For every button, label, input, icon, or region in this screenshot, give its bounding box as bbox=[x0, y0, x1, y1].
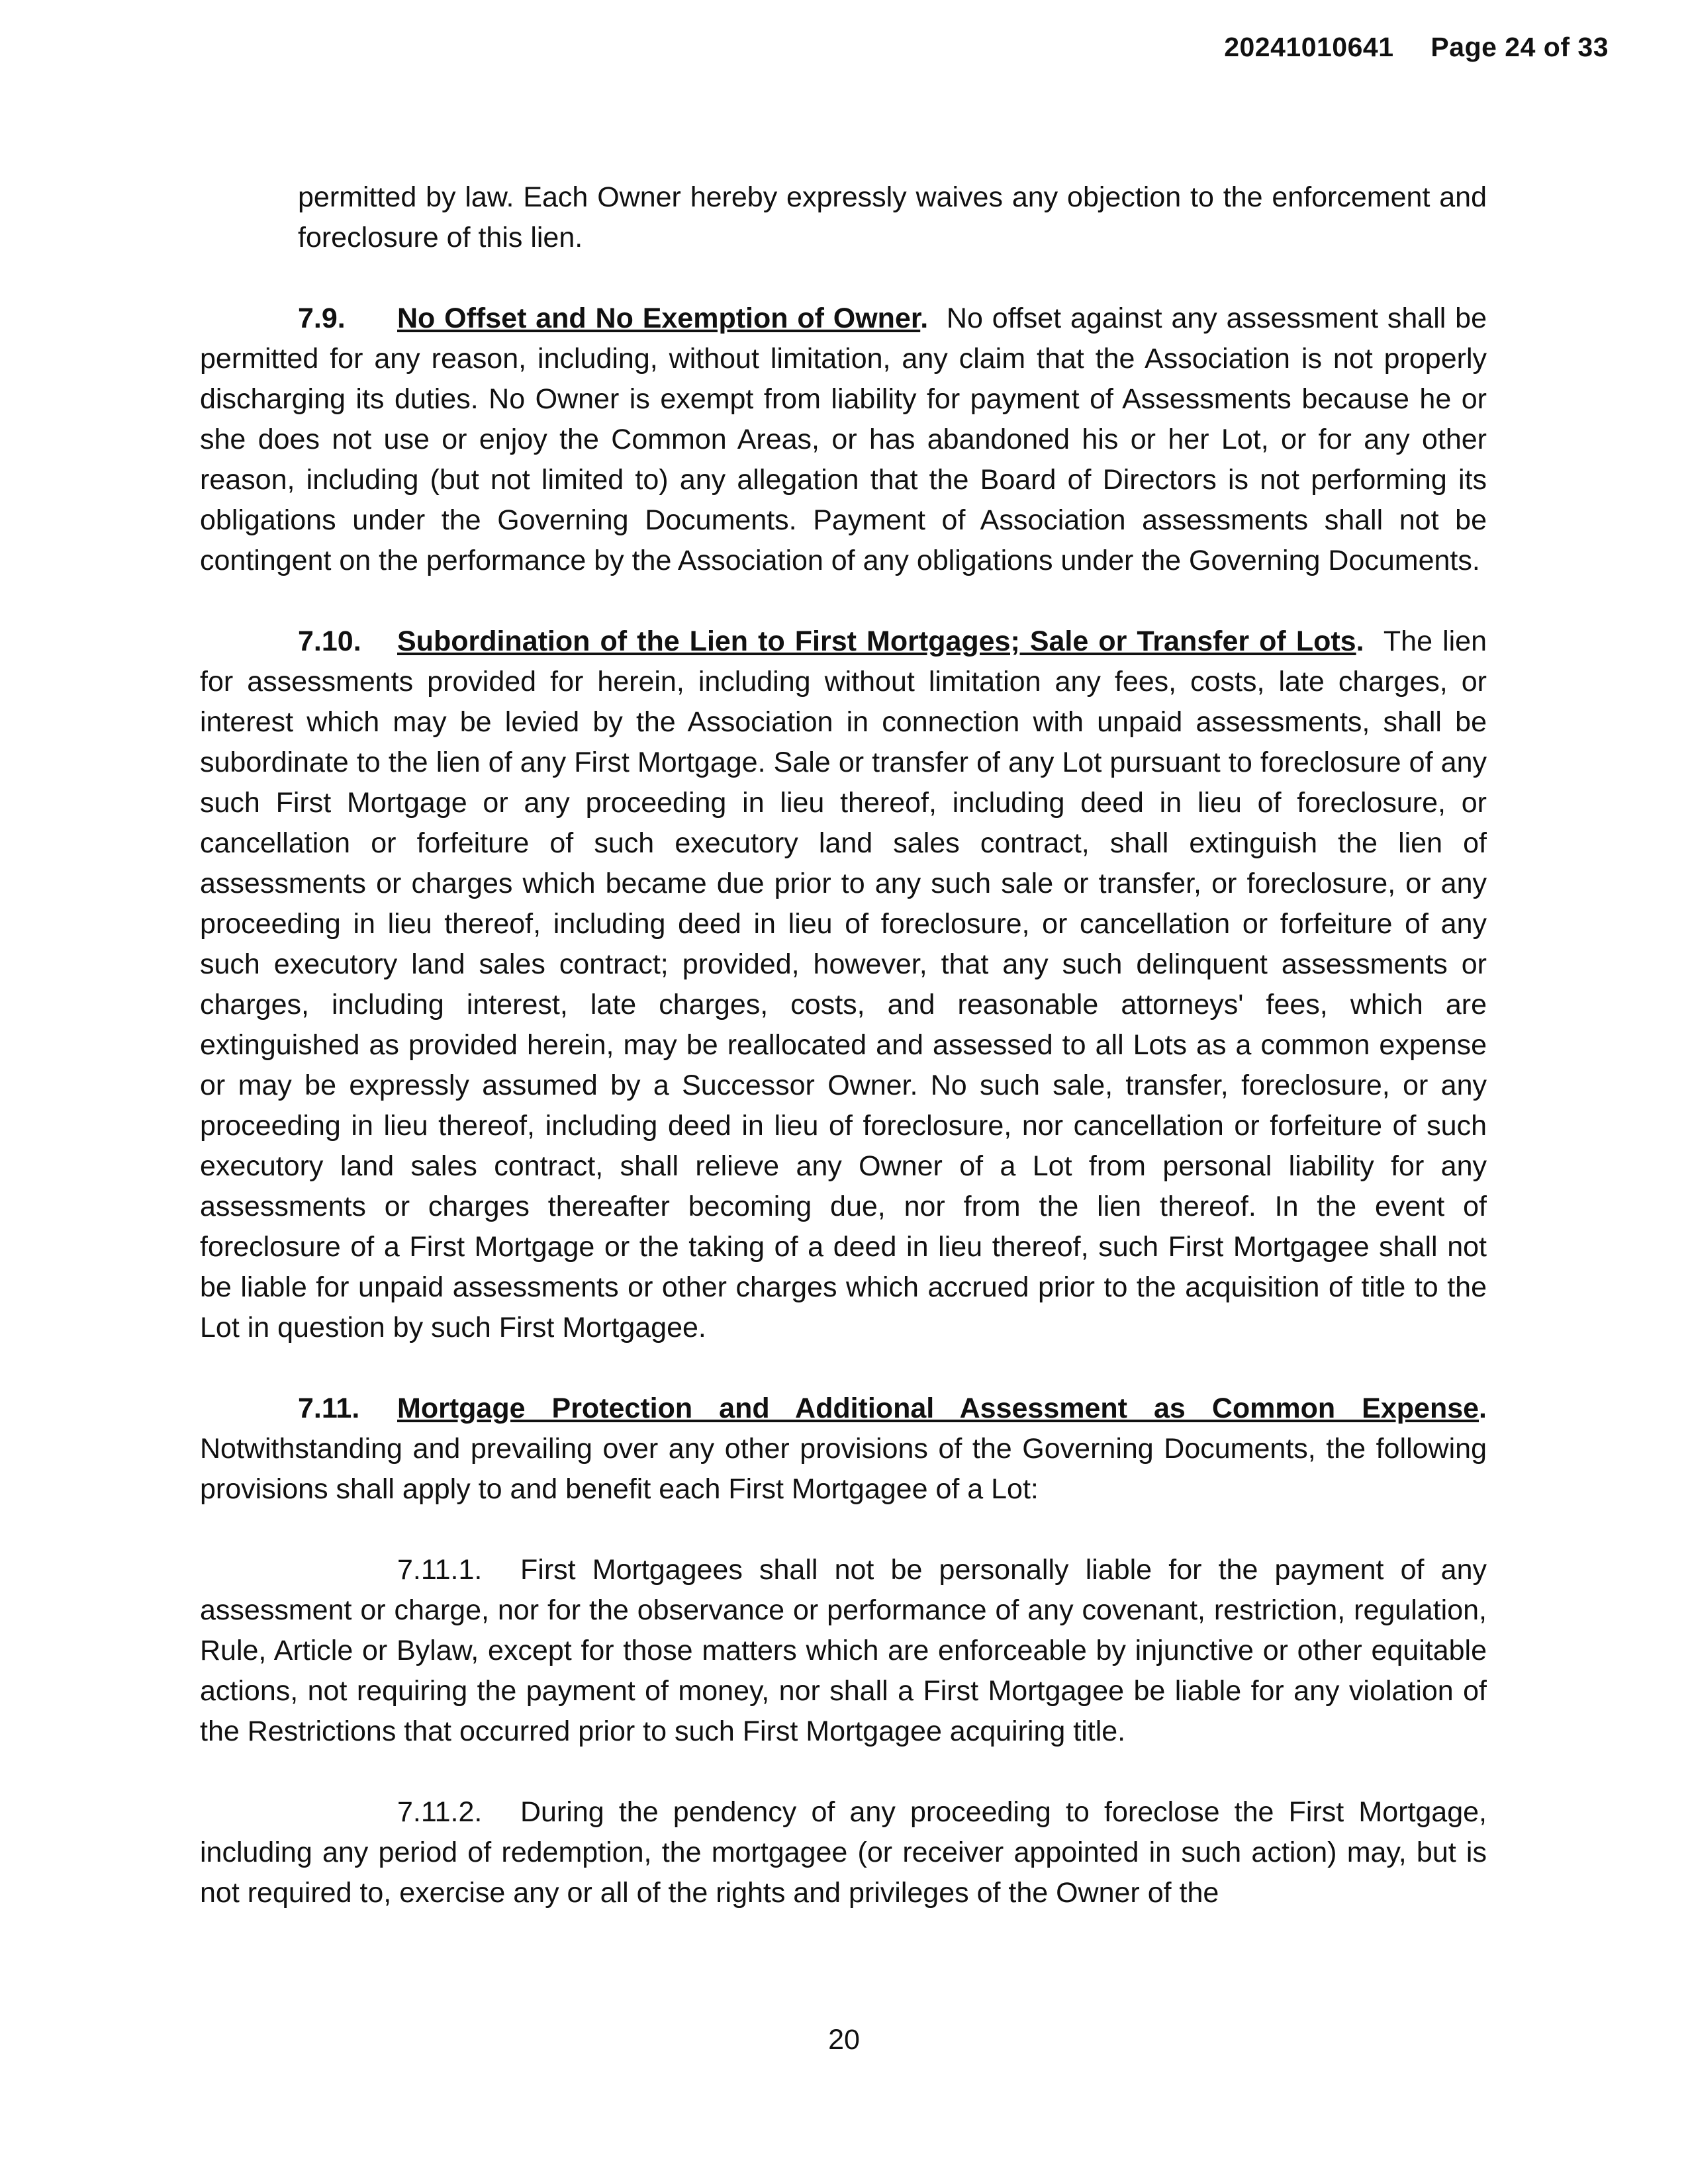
subsection-number: 7.11.2. bbox=[397, 1796, 483, 1828]
subsection-text: During the pendency of any proceeding to foreclose the First Mortgage, including any period of redemption, the mortgagee (or receiver appointed in such action) may, but is not required to, exercise any or all of the rights and privileges of the Owner of the bbox=[200, 1796, 1487, 1909]
section-title-end: . bbox=[1479, 1392, 1487, 1424]
page-number: 20 bbox=[828, 2024, 860, 2056]
section-title-end: . bbox=[1356, 625, 1364, 657]
continuation-paragraph: permitted by law. Each Owner hereby expressly waives any objection to the enforcement and foreclosure of this lien. bbox=[298, 181, 1487, 253]
subsection-number: 7.11.1. bbox=[397, 1554, 483, 1586]
section-number: 7.11. bbox=[298, 1392, 360, 1424]
page-header bbox=[1224, 32, 1609, 63]
section-number: 7.9. bbox=[298, 302, 346, 334]
section-text: Notwithstanding and prevailing over any other provisions of the Governing Documents, the following provisions shall apply to and benefit each First Mortgagee of a Lot: bbox=[200, 1433, 1487, 1505]
section-text: The lien for assessments provided for herein, including without limitation any fees, costs, late charges, or interest which may be levied by the Association in connection with unpaid assessments, shall be subordinate to the lien of any First Mortgage. Sale or transfer of any Lot pursuant to foreclosure of any such First Mortgage or any proceeding in lieu thereof, including deed in lieu of foreclosure, or cancellation or forfeiture of such executory land sales contract, shall extinguish the lien of assessments or charges which became due prior to any such sale or transfer, or foreclosure, or any proceeding in lieu thereof, including deed in lieu of foreclosure, or cancellation or forfeiture of any such executory land sales contract; provided, however, that any such delinquent assessments or charges, including interest, late charges, costs, and reasonable attorneys' fees, which are extinguished as provided herein, may be reallocated and assessed to all Lots as a common expense or may be expressly assumed by a Successor Owner. No such sale, transfer, foreclosure, or any proceeding in lieu thereof, including deed in lieu of foreclosure, nor cancellation or forfeiture of such executory land sales contract, shall relieve any Owner of a Lot from personal liability for any assessments or charges thereafter becoming due, nor from the lien thereof. In the event of foreclosure of a First Mortgage or the taking of a deed in lieu thereof, such First Mortgagee shall not be liable for unpaid assessments or other charges which accrued prior to the acquisition of title to the Lot in question by such First Mortgagee. bbox=[200, 625, 1487, 1343]
section-number: 7.10. bbox=[298, 625, 361, 657]
section-7-10 bbox=[200, 621, 1487, 1348]
section-7-9 bbox=[200, 298, 1487, 581]
section-title: Subordination of the Lien to First Mortgages; Sale or Transfer of Lots bbox=[397, 625, 1356, 657]
section-title: Mortgage Protection and Additional Assessment as Common Expense bbox=[397, 1392, 1479, 1424]
document-body bbox=[200, 177, 1487, 1954]
subsection-7-11-2 bbox=[200, 1792, 1487, 1913]
section-7-11 bbox=[200, 1388, 1487, 1510]
section-text: No offset against any assessment shall be permitted for any reason, including, without limitation, any claim that the Association is not properly discharging its duties. No Owner is exempt from liability for payment of Assessments because he or she does not use or enjoy the Common Areas, or has abandoned his or her Lot, or for any other reason, including (but not limited to) any allegation that the Board of Directors is not performing its obligations under the Governing Documents. Payment of Association assessments shall not be contingent on the performance by the Association of any obligations under the Governing Documents. bbox=[200, 302, 1487, 576]
page-count-label: Page 24 of 33 bbox=[1430, 32, 1609, 62]
subsection-7-11-1 bbox=[200, 1550, 1487, 1752]
section-title-end: . bbox=[920, 302, 929, 334]
subsection-text: First Mortgagees shall not be personally liable for the payment of any assessment or charge, nor for the observance or performance of any covenant, restriction, regulation, Rule, Article or Bylaw, except for those matters which are enforceable by injunctive or other equitable actions, not requiring the payment of money, nor shall a First Mortgagee be liable for any violation of the Restrictions that occurred prior to such First Mortgagee acquiring title. bbox=[200, 1554, 1487, 1747]
document-number: 20241010641 bbox=[1224, 32, 1394, 62]
section-title: No Offset and No Exemption of Owner bbox=[397, 302, 921, 334]
